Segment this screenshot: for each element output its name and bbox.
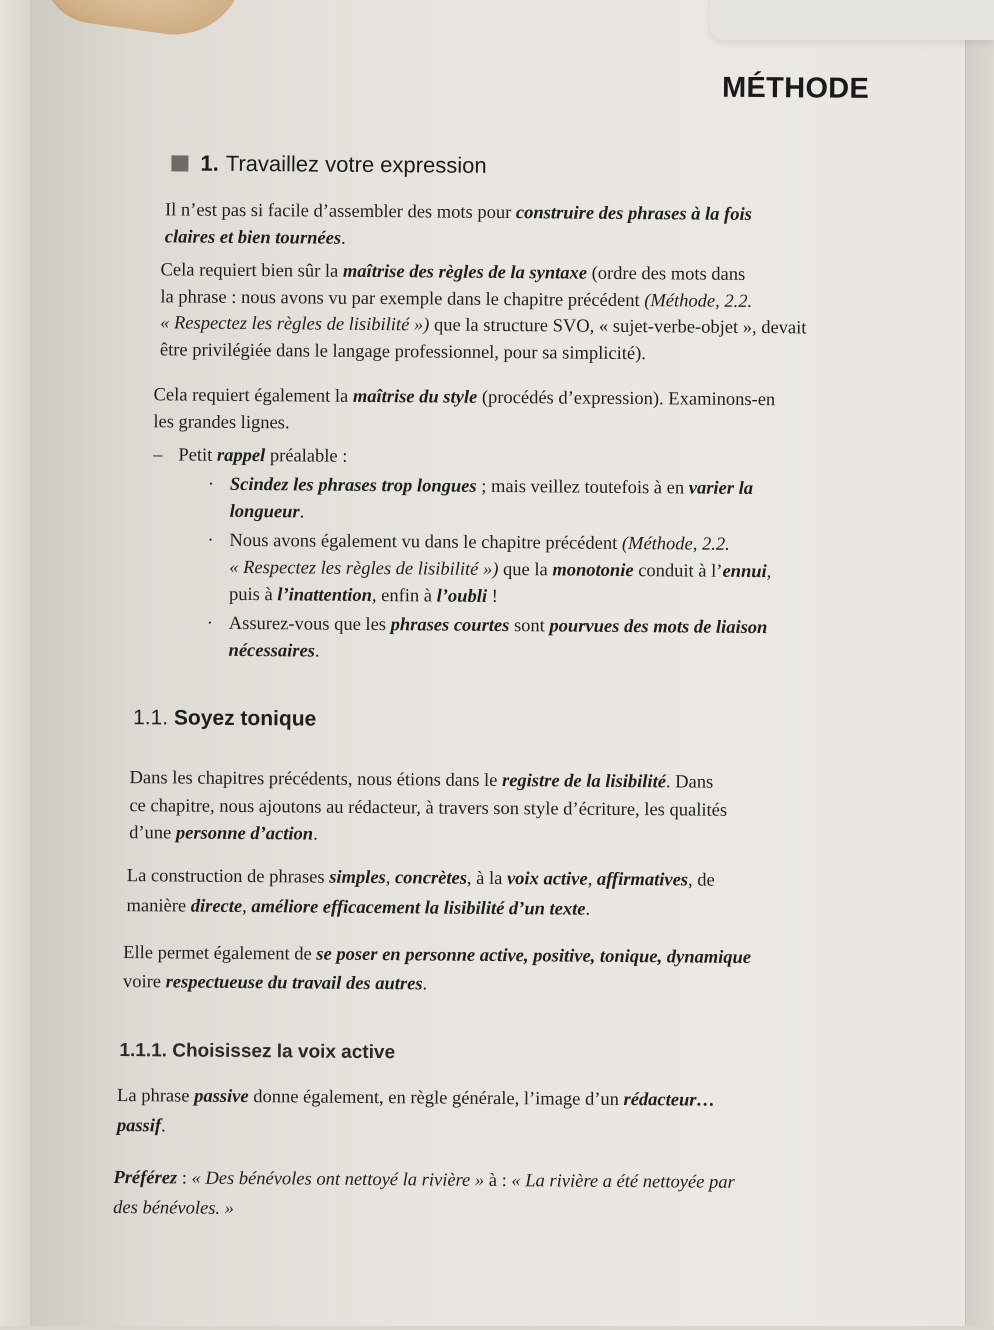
emphasis: se poser en personne active, positive, tonique, dynamique <box>316 944 752 968</box>
section-heading-1-1 <box>133 706 316 731</box>
list-item <box>205 528 886 614</box>
text: . <box>314 641 320 662</box>
text: sont <box>509 616 550 637</box>
text: manière <box>126 896 191 917</box>
text: . <box>299 502 305 523</box>
emphasis: phrases courtes <box>390 615 510 637</box>
emphasis: améliore efficacement la lisibilité d’un texte <box>251 897 586 920</box>
text: préalable : <box>265 446 348 467</box>
emphasis: affirmatives <box>596 869 689 891</box>
text: Petit <box>178 445 217 466</box>
paragraph-syntax <box>160 257 881 369</box>
text: La phrase <box>117 1086 195 1107</box>
text: les grandes lignes. <box>153 411 290 433</box>
emphasis: passive <box>194 1086 249 1108</box>
emphasis: maîtrise des règles de la syntaxe <box>342 261 588 284</box>
text: la phrase : nous avons vu par exemple dans le chapitre précédent <box>160 286 645 311</box>
emphasis: longueur <box>229 501 300 523</box>
section-number: 1.1. <box>132 706 169 730</box>
emphasis: monotonie <box>552 560 634 582</box>
emphasis: nécessaires <box>228 640 315 662</box>
bullet-dot-icon: · <box>206 613 214 634</box>
text: , <box>242 896 252 918</box>
dash-bullet-icon: – <box>153 445 163 466</box>
text: : <box>177 1168 192 1189</box>
text: , <box>385 868 396 889</box>
text: , <box>766 562 772 583</box>
text: être privilégiée dans le langage professionnel, pour sa simplicité). <box>159 339 647 364</box>
emphasis: l’inattention <box>277 585 372 606</box>
bullet-dot-icon: · <box>207 530 214 551</box>
emphasis: personne d’action <box>175 823 314 845</box>
cross-reference: (Méthode, 2.2. <box>621 533 730 555</box>
emphasis: maîtrise du style <box>352 386 478 408</box>
section-heading-1 <box>171 150 486 178</box>
text: . <box>160 1116 166 1137</box>
paragraph-personne-active <box>123 939 893 1003</box>
paragraph-passive <box>117 1081 897 1147</box>
text: que la structure SVO, « sujet-verbe-objet », devait <box>429 315 807 339</box>
text: . <box>422 974 428 995</box>
text: (ordre des mots dans <box>586 263 746 285</box>
text: à : <box>484 1170 512 1192</box>
emphasis: concrètes <box>394 868 468 889</box>
text: d’une <box>129 823 176 844</box>
text: , enfin à <box>371 585 437 607</box>
emphasis: pourvues des mots de liaison <box>549 616 768 639</box>
paragraph-example <box>113 1163 893 1229</box>
emphasis: construire des phrases à la fois <box>515 203 752 225</box>
text: La construction de phrases <box>126 866 330 888</box>
section-title: Soyez tonique <box>173 706 317 731</box>
text: Nous avons également vu dans le chapitre précédent <box>229 530 622 554</box>
section-heading-1-1-1: 1.1.1. Choisissez la voix active <box>119 1040 396 1064</box>
heading-square-icon <box>171 155 188 171</box>
text: . <box>585 899 591 920</box>
emphasis: simples <box>329 867 386 889</box>
dash-list-item <box>153 445 347 468</box>
list-item <box>206 472 886 531</box>
list-item <box>204 611 884 670</box>
text: ; mais veillez toutefois à en <box>476 476 689 499</box>
text: , de <box>687 870 715 891</box>
emphasis: Préférez <box>113 1167 178 1189</box>
cross-reference: « Respectez les règles de lisibilité ») <box>229 557 499 580</box>
emphasis: rédacteur… <box>623 1089 716 1111</box>
text: Cela requiert bien sûr la <box>160 260 344 282</box>
text: . <box>313 824 318 845</box>
text: Dans les chapitres précédents, nous étions dans le <box>129 768 503 792</box>
running-head: MÉTHODE <box>721 71 870 105</box>
text: ! <box>486 586 498 607</box>
emphasis: Scindez les phrases trop longues <box>229 474 477 497</box>
text: , <box>587 869 597 890</box>
paragraph-lisibilite <box>129 765 890 853</box>
text: . <box>341 228 346 249</box>
text: , à la <box>466 868 508 890</box>
section-title: Travaillez votre expression <box>225 150 487 178</box>
bullet-dot-icon: · <box>207 474 215 495</box>
text: ce chapitre, nous ajoutons au rédacteur, à travers son style d’écriture, les qualités <box>129 795 728 821</box>
paragraph-intro <box>165 197 885 256</box>
example-quote: « La rivière a été nettoyée par <box>511 1171 735 1193</box>
text: puis à <box>228 584 278 606</box>
example-quote: « Des bénévoles ont nettoyé la rivière » <box>191 1168 485 1191</box>
text: Cela requiert également la <box>153 385 353 407</box>
emphasis: ennui <box>722 561 767 583</box>
section-number: 1. <box>200 150 219 176</box>
text: voire <box>122 972 166 993</box>
cross-reference: « Respectez les règles de lisibilité ») <box>160 313 430 336</box>
emphasis: registre de la lisibilité <box>501 771 667 793</box>
emphasis: l’oubli <box>436 586 488 607</box>
emphasis: directe <box>190 896 243 917</box>
emphasis: voix active <box>506 869 588 890</box>
text: donne également, en règle générale, l’image d’un <box>248 1087 624 1110</box>
emphasis: passif <box>116 1116 162 1137</box>
text: conduit à l’ <box>633 561 723 582</box>
text: (procédés d’expression). Examinons-en <box>477 387 776 411</box>
emphasis: varier la <box>688 478 754 499</box>
emphasis: respectueuse du travail des autres <box>165 972 423 995</box>
cross-reference: (Méthode, 2.2. <box>644 290 753 312</box>
text: que la <box>498 559 553 581</box>
paragraph-style <box>153 382 883 441</box>
bullet-list <box>204 472 886 672</box>
emphasis: rappel <box>216 445 266 467</box>
emphasis: claires et bien tournées <box>164 226 342 249</box>
example-quote: des bénévoles. » <box>113 1197 235 1219</box>
text: Assurez-vous que les <box>228 613 391 636</box>
paragraph-construction <box>126 861 886 927</box>
text: Elle permet également de <box>123 943 317 965</box>
text: Il n’est pas si facile d’assembler des mots pour <box>164 200 517 224</box>
text: . Dans <box>665 772 714 793</box>
